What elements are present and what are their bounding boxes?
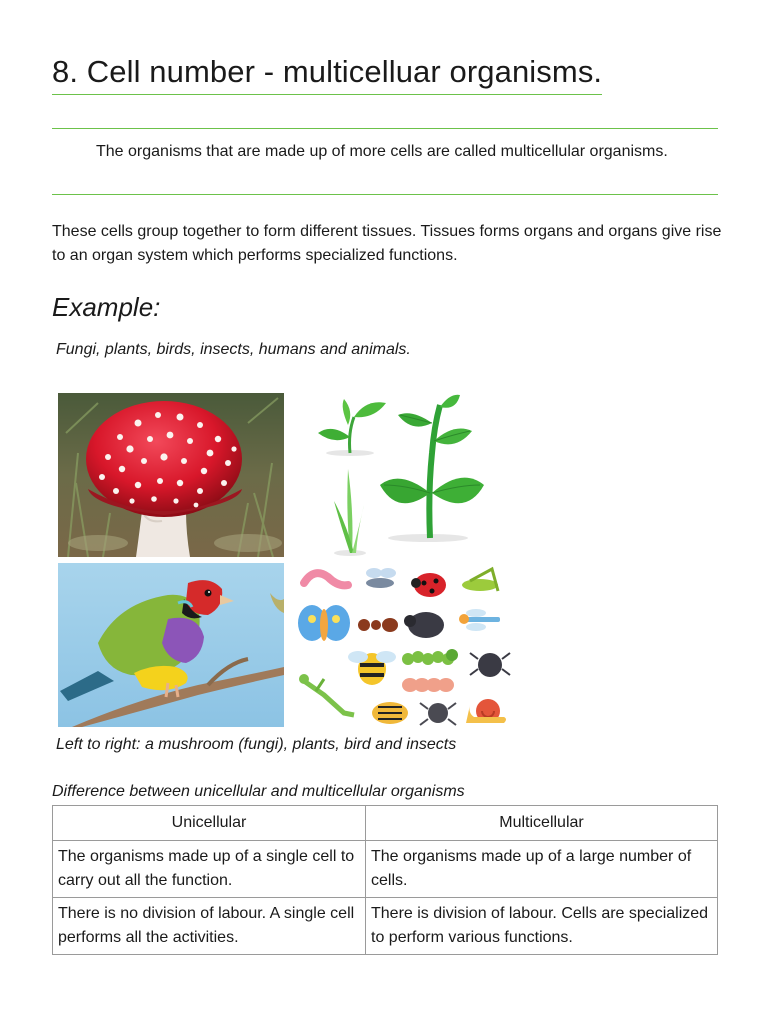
definition-top-rule bbox=[52, 128, 718, 129]
table-row bbox=[53, 841, 718, 898]
header-unicellular: Unicellular bbox=[53, 806, 366, 841]
header-multicellular: Multicellular bbox=[366, 806, 718, 841]
insects-image bbox=[294, 563, 514, 727]
table-header-row bbox=[53, 806, 718, 841]
table-caption: Difference between unicellular and multicellular organisms bbox=[52, 783, 465, 800]
image-caption: Left to right: a mushroom (fungi), plants, bird and insects bbox=[56, 736, 457, 753]
table-cell: There is division of labour. Cells are specialized to perform various functions. bbox=[366, 898, 718, 955]
comparison-table bbox=[52, 805, 718, 955]
example-text: Fungi, plants, birds, insects, humans and animals. bbox=[56, 341, 411, 358]
table-cell: There is no division of labour. A single cell performs all the activities. bbox=[53, 898, 366, 955]
table-cell: The organisms made up of a large number of cells. bbox=[366, 841, 718, 898]
example-heading: Example: bbox=[52, 292, 161, 322]
body-paragraph: These cells group together to form different tissues. Tissues forms organs and organs give rise to an organ system which performs specialized functions. bbox=[52, 223, 722, 264]
page-title: 8. Cell number - multicelluar organisms. bbox=[52, 54, 602, 95]
mushroom-image bbox=[58, 393, 284, 557]
plants-image bbox=[300, 393, 500, 557]
table-cell: The organisms made up of a single cell to carry out all the function. bbox=[53, 841, 366, 898]
table-row bbox=[53, 898, 718, 955]
definition-text: The organisms that are made up of more cells are called multicellular organisms. bbox=[96, 143, 668, 160]
definition-bottom-rule bbox=[52, 194, 718, 195]
bird-image bbox=[58, 563, 284, 727]
